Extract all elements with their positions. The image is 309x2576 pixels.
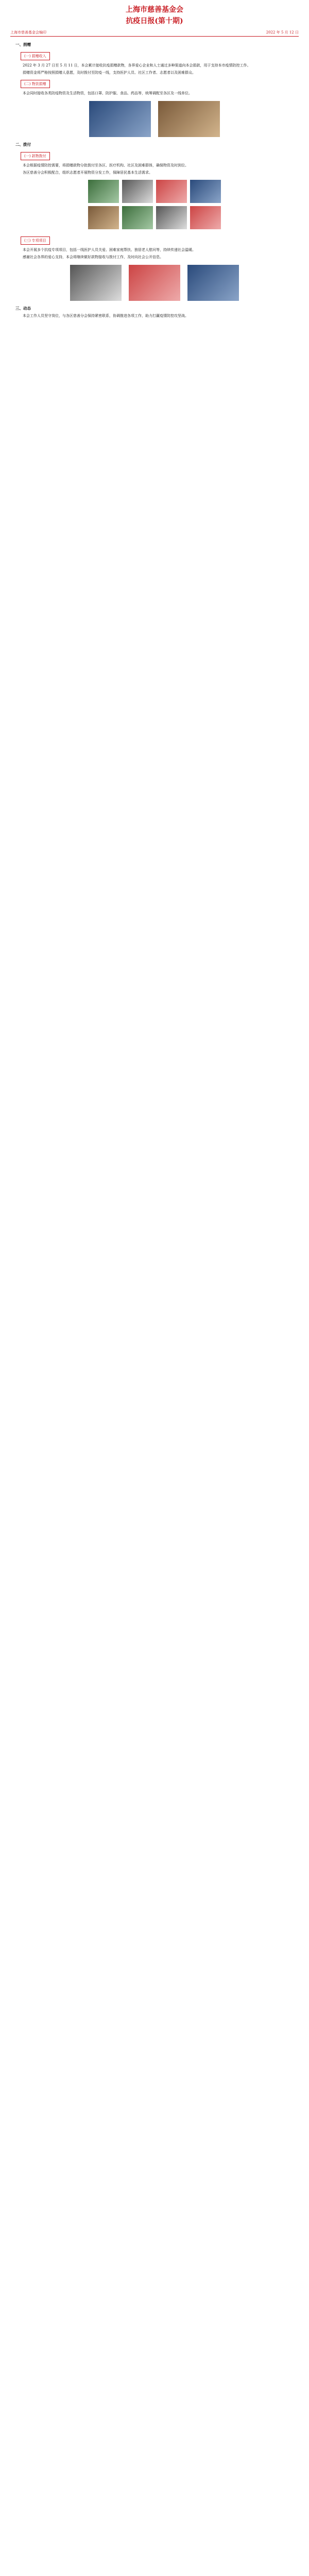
photo <box>88 206 119 229</box>
publish-date: 2022 年 5 月 12 日 <box>266 30 299 35</box>
photo <box>129 265 180 301</box>
publisher: 上海市慈善基金会编印 <box>10 30 46 35</box>
paragraph: 本会根据疫情防控需要，将捐赠款物分批拨付至各区、医疗机构、社区及困难群体，确保物资及时到位。 <box>23 163 188 167</box>
photo <box>89 101 151 137</box>
box-title: (三) 专项项目 <box>21 236 50 245</box>
report-title: 抗疫日报(第十期) <box>126 17 183 25</box>
photo <box>156 180 187 203</box>
org-name: 上海市慈善基金会 <box>126 6 183 14</box>
paragraph: 感谢社会各界的爱心支持，本会将继续做好款物接收与拨付工作，及时向社会公开信息。 <box>23 255 163 259</box>
photo <box>70 265 122 301</box>
photo <box>88 180 119 203</box>
photo <box>122 206 153 229</box>
paragraph: 本会同时接收各类防疫物资及生活物资，包括口罩、防护服、食品、药品等，统筹调配至各区及一线单位。 <box>23 91 192 95</box>
paragraph: 各区慈善分会积极配合，组织志愿者开展物资分发工作，保障居民基本生活需求。 <box>23 171 152 175</box>
content <box>0 37 309 319</box>
paragraph: 本会工作人员坚守岗位，与各区慈善分会保持紧密联系，协调推进各项工作，助力打赢疫情防控攻坚战。 <box>23 314 188 318</box>
section-heading: 一、捐赠 <box>15 42 31 47</box>
section-heading: 三、动态 <box>15 306 31 311</box>
paragraph: 本会开展多个抗疫专项项目，包括一线医护人员关爱、困难家庭帮扶、独居老人慰问等，持续传递社会温暖。 <box>23 248 196 252</box>
photo-grid <box>15 180 294 229</box>
box-title: (一) 捐赠收入 <box>21 52 50 60</box>
photo <box>190 206 221 229</box>
photo <box>187 265 239 301</box>
report-header <box>0 0 309 27</box>
photo <box>122 180 153 203</box>
section-heading: 二、拨付 <box>15 142 31 147</box>
paragraph: 捐赠资金将严格按照捐赠人意愿，及时拨付至防疫一线，支持医护人员、社区工作者、志愿者以及困难群众。 <box>23 71 196 75</box>
photo <box>190 180 221 203</box>
paragraph: 2022 年 3 月 27 日至 5 月 11 日，本会累计接收抗疫捐赠款物，各界爱心企业和人士通过多种渠道向本会捐款，用于支持本市疫情防控工作。 <box>23 63 251 67</box>
box-title: (一) 款物拨付 <box>21 152 50 160</box>
meta-row <box>10 29 299 37</box>
photo-row <box>15 99 294 139</box>
photo-row <box>15 263 294 302</box>
photo <box>156 206 187 229</box>
box-title: (二) 物资捐赠 <box>21 80 50 88</box>
photo <box>158 101 220 137</box>
